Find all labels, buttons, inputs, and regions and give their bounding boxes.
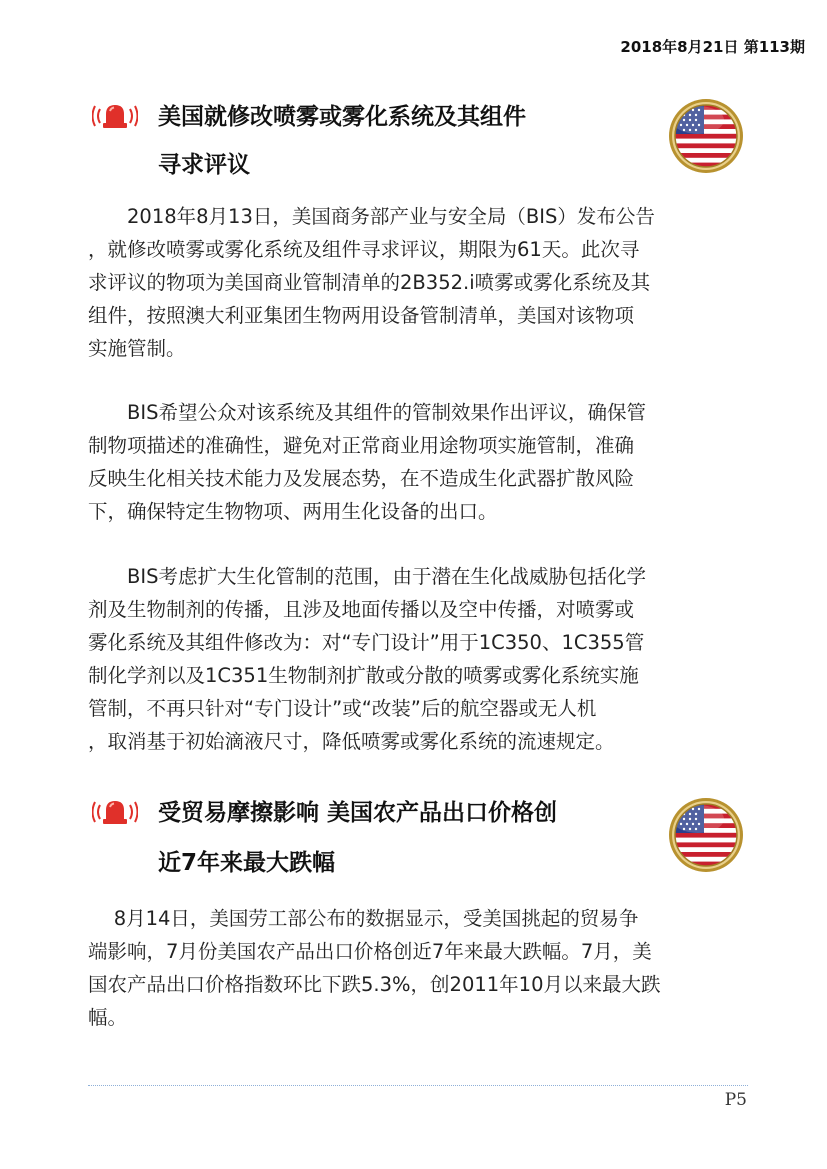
article-1-paragraph-3: BIS考虑扩大生化管制的范围，由于潜在生化战威胁包括化学 剂及生物制剂的传播，且涉及地面传播以及空中传播，对喷雾或 雾化系统及其组件修改为：对“专门设计”用于1C350、1C355管 制化学剂以及1C351生物制剂扩散或分散的喷雾或雾化系统实施 管制，不再只针对“专门设计”或“改装”后的航空器或无人机 ，取消基于初始滴液尺寸，降低喷雾或雾化系统的流速规定。 (88, 565, 647, 753)
article-1-title-line-2: 寻求评议 (158, 152, 250, 178)
us-flag-icon (668, 98, 744, 174)
article-1-title-line-1: 美国就修改喷雾或雾化系统及其组件 (158, 104, 526, 130)
footer-divider (88, 1085, 748, 1086)
article-2-title-line-1: 受贸易摩擦影响 美国农产品出口价格创 (158, 800, 558, 826)
article-2-title-line-2: 近7年来最大跌幅 (158, 850, 336, 876)
article-1-paragraph-1: 2018年8月13日，美国商务部产业与安全局（BIS）发布公告 ，就修改喷雾或雾化系统及组件寻求评议，期限为61天。此次寻 求评议的物项为美国商业管制清单的2B352.i喷雾或雾化系统及其 组件，按照澳大利亚集团生物两用设备管制清单，美国对该物项 实施管制。 (88, 205, 655, 360)
alarm-bell-icon (92, 797, 138, 827)
article-1-paragraph-2: BIS希望公众对该系统及其组件的管制效果作出评议，确保管 制物项描述的准确性，避免对正常商业用途物项实施管制，准确 反映生化相关技术能力及发展态势，在不造成生化武器扩散风险 下，确保特定生物物项、两用生化设备的出口。 (88, 401, 647, 523)
issue-date: 2018年8月21日 第113期 (620, 38, 805, 56)
us-flag-icon (668, 797, 744, 873)
article-2-paragraph-1: 8月14日，美国劳工部公布的数据显示，受美国挑起的贸易争 端影响，7月份美国农产品出口价格创近7年来最大跌幅。7月，美 国农产品出口价格指数环比下跌5.3%，创2011年10月以来最大跌 幅。 (88, 907, 661, 1029)
page-number: P5 (724, 1090, 747, 1110)
alarm-bell-icon (92, 101, 138, 131)
